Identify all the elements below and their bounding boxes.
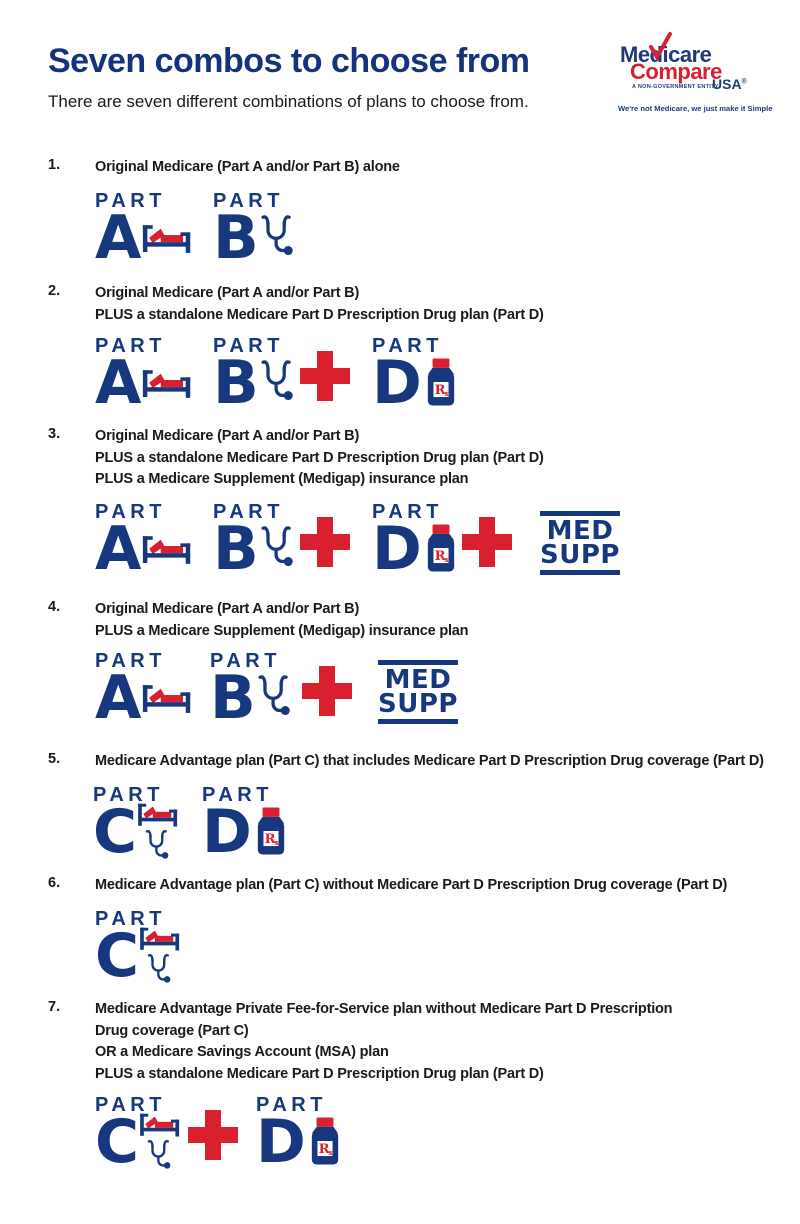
part-a-badge [95, 190, 192, 273]
part-d-word: PART [372, 335, 443, 357]
bed-icon [142, 535, 192, 566]
registered-mark: ® [741, 78, 747, 86]
part-b-word: PART [210, 650, 281, 672]
part-d-word: PART [256, 1094, 327, 1116]
plus-icon [188, 1110, 238, 1160]
item-1-number: 1. [48, 157, 61, 173]
item-6-description [95, 875, 727, 897]
item-7-line-4: PLUS a standalone Medicare Part D Prescription Drug plan (Part D) [95, 1065, 544, 1082]
part-a-letter: A [95, 348, 140, 418]
logo-medicare-text: Medicare [620, 42, 712, 67]
stethoscope-icon [259, 522, 295, 575]
item-7-line-1: Medicare Advantage Private Fee-for-Service plan without Medicare Part D Prescription [95, 1001, 673, 1017]
logo-tagline: We're not Medicare, we just make it Simple [618, 104, 773, 113]
med-supp-supp-label: SUPP [378, 689, 458, 719]
logo-usa-text: USA® [712, 76, 747, 92]
pill-bottle-icon [309, 1116, 341, 1166]
part-b-letter: B [213, 203, 257, 273]
med-supp-bottom-bar [378, 719, 458, 724]
medicare-compare-usa-logo [618, 38, 783, 123]
item-4-description [95, 599, 468, 642]
item-1-line-1: Original Medicare (Part A and/or Part B) alone [95, 159, 400, 175]
part-d-badge [202, 784, 287, 867]
logo-compare-text: Compare [630, 59, 722, 84]
part-c-badge [95, 1094, 181, 1177]
item-7-line-2: Drug coverage (Part C) [95, 1022, 249, 1039]
item-5-icons [0, 784, 800, 876]
part-d-word: PART [372, 501, 443, 523]
stethoscope-icon [144, 828, 170, 864]
part-d-badge [256, 1094, 341, 1177]
med-supp-med-label: MED [384, 665, 452, 695]
part-d-word: PART [202, 784, 273, 806]
part-d-letter: D [372, 514, 420, 584]
item-3-icons [0, 501, 800, 593]
item-3-line-1: Original Medicare (Part A and/or Part B) [95, 428, 360, 444]
checkmark-icon [648, 32, 672, 60]
bed-icon [142, 224, 192, 255]
bed-icon [139, 1113, 181, 1138]
item-7-description [95, 999, 672, 1085]
part-c-badge [93, 784, 179, 867]
part-c-letter: C [95, 921, 138, 991]
part-d-letter: D [372, 348, 420, 418]
item-4-number: 4. [48, 599, 61, 615]
part-b-letter: B [210, 663, 254, 733]
logo-entity-text: A NON-GOVERNMENT ENTITY [632, 84, 719, 90]
part-d-badge [372, 501, 457, 584]
part-a-badge [95, 650, 192, 733]
plus-icon [300, 517, 350, 567]
part-b-word: PART [213, 335, 284, 357]
med-supp-badge [540, 511, 620, 575]
part-a-badge [95, 501, 192, 584]
part-c-word: PART [93, 784, 164, 806]
item-3-line-3: PLUS a Medicare Supplement (Medigap) insurance plan [95, 471, 469, 487]
item-2-line-2: PLUS a standalone Medicare Part D Prescription Drug plan (Part D) [95, 306, 544, 323]
item-4-line-1: Original Medicare (Part A and/or Part B) [95, 601, 360, 617]
bed-icon [142, 369, 192, 400]
part-a-word: PART [95, 501, 166, 523]
part-a-badge [95, 335, 192, 418]
bed-icon [139, 927, 181, 952]
pill-bottle-icon [425, 523, 457, 573]
item-1-icons [0, 190, 800, 282]
pill-bottle-icon [255, 806, 287, 856]
stethoscope-icon [146, 952, 172, 988]
stethoscope-icon [256, 671, 292, 724]
part-a-word: PART [95, 335, 166, 357]
item-6-number: 6. [48, 875, 61, 891]
item-1-description [95, 157, 400, 179]
part-a-word: PART [95, 190, 166, 212]
item-4-icons [0, 650, 800, 742]
part-b-word: PART [213, 190, 284, 212]
item-3-line-2: PLUS a standalone Medicare Part D Prescription Drug plan (Part D) [95, 449, 544, 466]
bed-icon [142, 684, 192, 715]
part-a-letter: A [95, 203, 140, 273]
item-6-line-1: Medicare Advantage plan (Part C) without Medicare Part D Prescription Drug coverage (Part D) [95, 877, 728, 893]
pill-bottle-icon [425, 357, 457, 407]
part-a-letter: A [95, 514, 140, 584]
bed-icon [137, 803, 179, 828]
item-7-icons [0, 1094, 800, 1186]
part-b-word: PART [213, 501, 284, 523]
part-d-letter: D [202, 797, 250, 867]
part-c-letter: C [93, 797, 136, 867]
part-d-badge [372, 335, 457, 418]
part-b-badge [213, 335, 295, 418]
item-5-line-1: Medicare Advantage plan (Part C) that includes Medicare Part D Prescription Drug coverage (Part D) [95, 753, 764, 769]
item-4-line-2: PLUS a Medicare Supplement (Medigap) insurance plan [95, 622, 469, 639]
part-b-badge [210, 650, 292, 733]
part-b-badge [213, 190, 295, 273]
med-supp-supp-label: SUPP [540, 540, 620, 570]
item-7-number: 7. [48, 999, 61, 1015]
page-subtitle: There are seven different combinations of plans to choose from. [48, 92, 529, 111]
item-2-line-1: Original Medicare (Part A and/or Part B) [95, 285, 360, 301]
item-2-description [95, 283, 544, 326]
item-7-line-3: OR a Medicare Savings Account (MSA) plan [95, 1044, 389, 1060]
part-a-word: PART [95, 650, 166, 672]
part-b-letter: B [213, 514, 257, 584]
item-5-number: 5. [48, 751, 61, 767]
item-3-description [95, 426, 544, 491]
part-a-letter: A [95, 663, 140, 733]
item-5-description [95, 751, 764, 773]
stethoscope-icon [259, 356, 295, 409]
plus-icon [302, 666, 352, 716]
part-c-word: PART [95, 1094, 166, 1116]
item-3-number: 3. [48, 426, 61, 442]
page-title: Seven combos to choose from [48, 42, 530, 80]
stethoscope-icon [259, 211, 295, 264]
stethoscope-icon [146, 1138, 172, 1174]
plus-icon [300, 351, 350, 401]
part-b-letter: B [213, 348, 257, 418]
part-b-badge [213, 501, 295, 584]
med-supp-med-label: MED [546, 516, 614, 546]
item-2-icons [0, 335, 800, 427]
part-d-letter: D [256, 1107, 304, 1177]
med-supp-badge [378, 660, 458, 724]
item-6-icons [0, 908, 800, 1000]
part-c-badge [95, 908, 181, 991]
item-2-number: 2. [48, 283, 61, 299]
part-c-word: PART [95, 908, 166, 930]
med-supp-bottom-bar [540, 570, 620, 575]
plus-icon [462, 517, 512, 567]
part-c-letter: C [95, 1107, 138, 1177]
